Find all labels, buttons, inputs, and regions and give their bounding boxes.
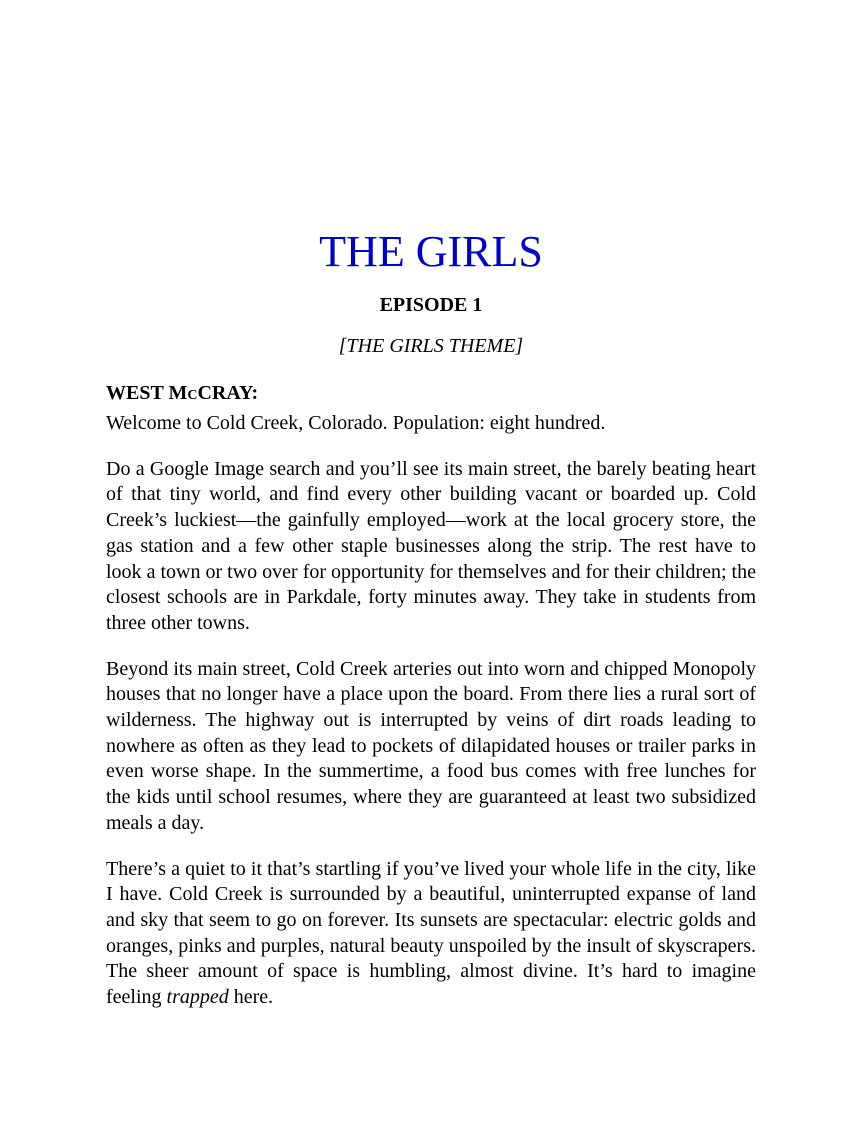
speaker-label (106, 380, 258, 409)
transcript-body (106, 411, 756, 1031)
paragraph-4-emphasis: trapped (166, 986, 229, 1009)
paragraph-4-start: There’s a quiet to it that’s startling if you’ve lived your whole life in the city, like I have. Cold Creek is surrounded by a beautiful, uninterrupted expanse of land and sky that seem to go on forever. Its sunsets are spectacular: electric golds and oranges, pinks and purples, natural beauty unspoiled by the insult of skyscrapers. The sheer amount of space is humbling, almost divine. It’s hard to imagine feeling (106, 857, 756, 1009)
speaker-name-small-caps: C (187, 388, 198, 403)
paragraph-1: Welcome to Cold Creek, Colorado. Population: eight hundred. (106, 412, 606, 434)
episode-heading: EPISODE 1 (379, 294, 483, 316)
paragraph-2: Do a Google Image search and you’ll see its main street, the barely beating heart of that tiny world, and find every other building vacant or boarded up. Cold Creek’s luckiest—the gainfully employed—work at the local grocery store, the gas station and a few other staple businesses along the strip. The rest have to look a town or two over for opportunity for themselves and for their children; the closest schools are in Parkdale, forty minutes away. They take in students from three other towns. (106, 457, 756, 634)
paragraph-4-end: here. (228, 986, 274, 1009)
paragraph-4 (106, 857, 756, 1011)
theme-cue: [THE GIRLS THEME] (338, 335, 524, 357)
document-title: THE GIRLS (319, 227, 543, 276)
paragraph-3: Beyond its main street, Cold Creek arteries out into worn and chipped Monopoly houses that no longer have a place upon the board. From there lies a rural sort of wilderness. The highway out is interrupted by veins of dirt roads leading to nowhere as often as they lead to pockets of dilapidated houses or trailer parks in even worse shape. In the summertime, a food bus comes with free lunches for the kids until school resumes, where they are guaranteed at least two subsidized meals a day. (106, 657, 756, 834)
speaker-name-part2: CRAY: (197, 382, 259, 404)
speaker-name-part1: WEST M (106, 382, 188, 404)
